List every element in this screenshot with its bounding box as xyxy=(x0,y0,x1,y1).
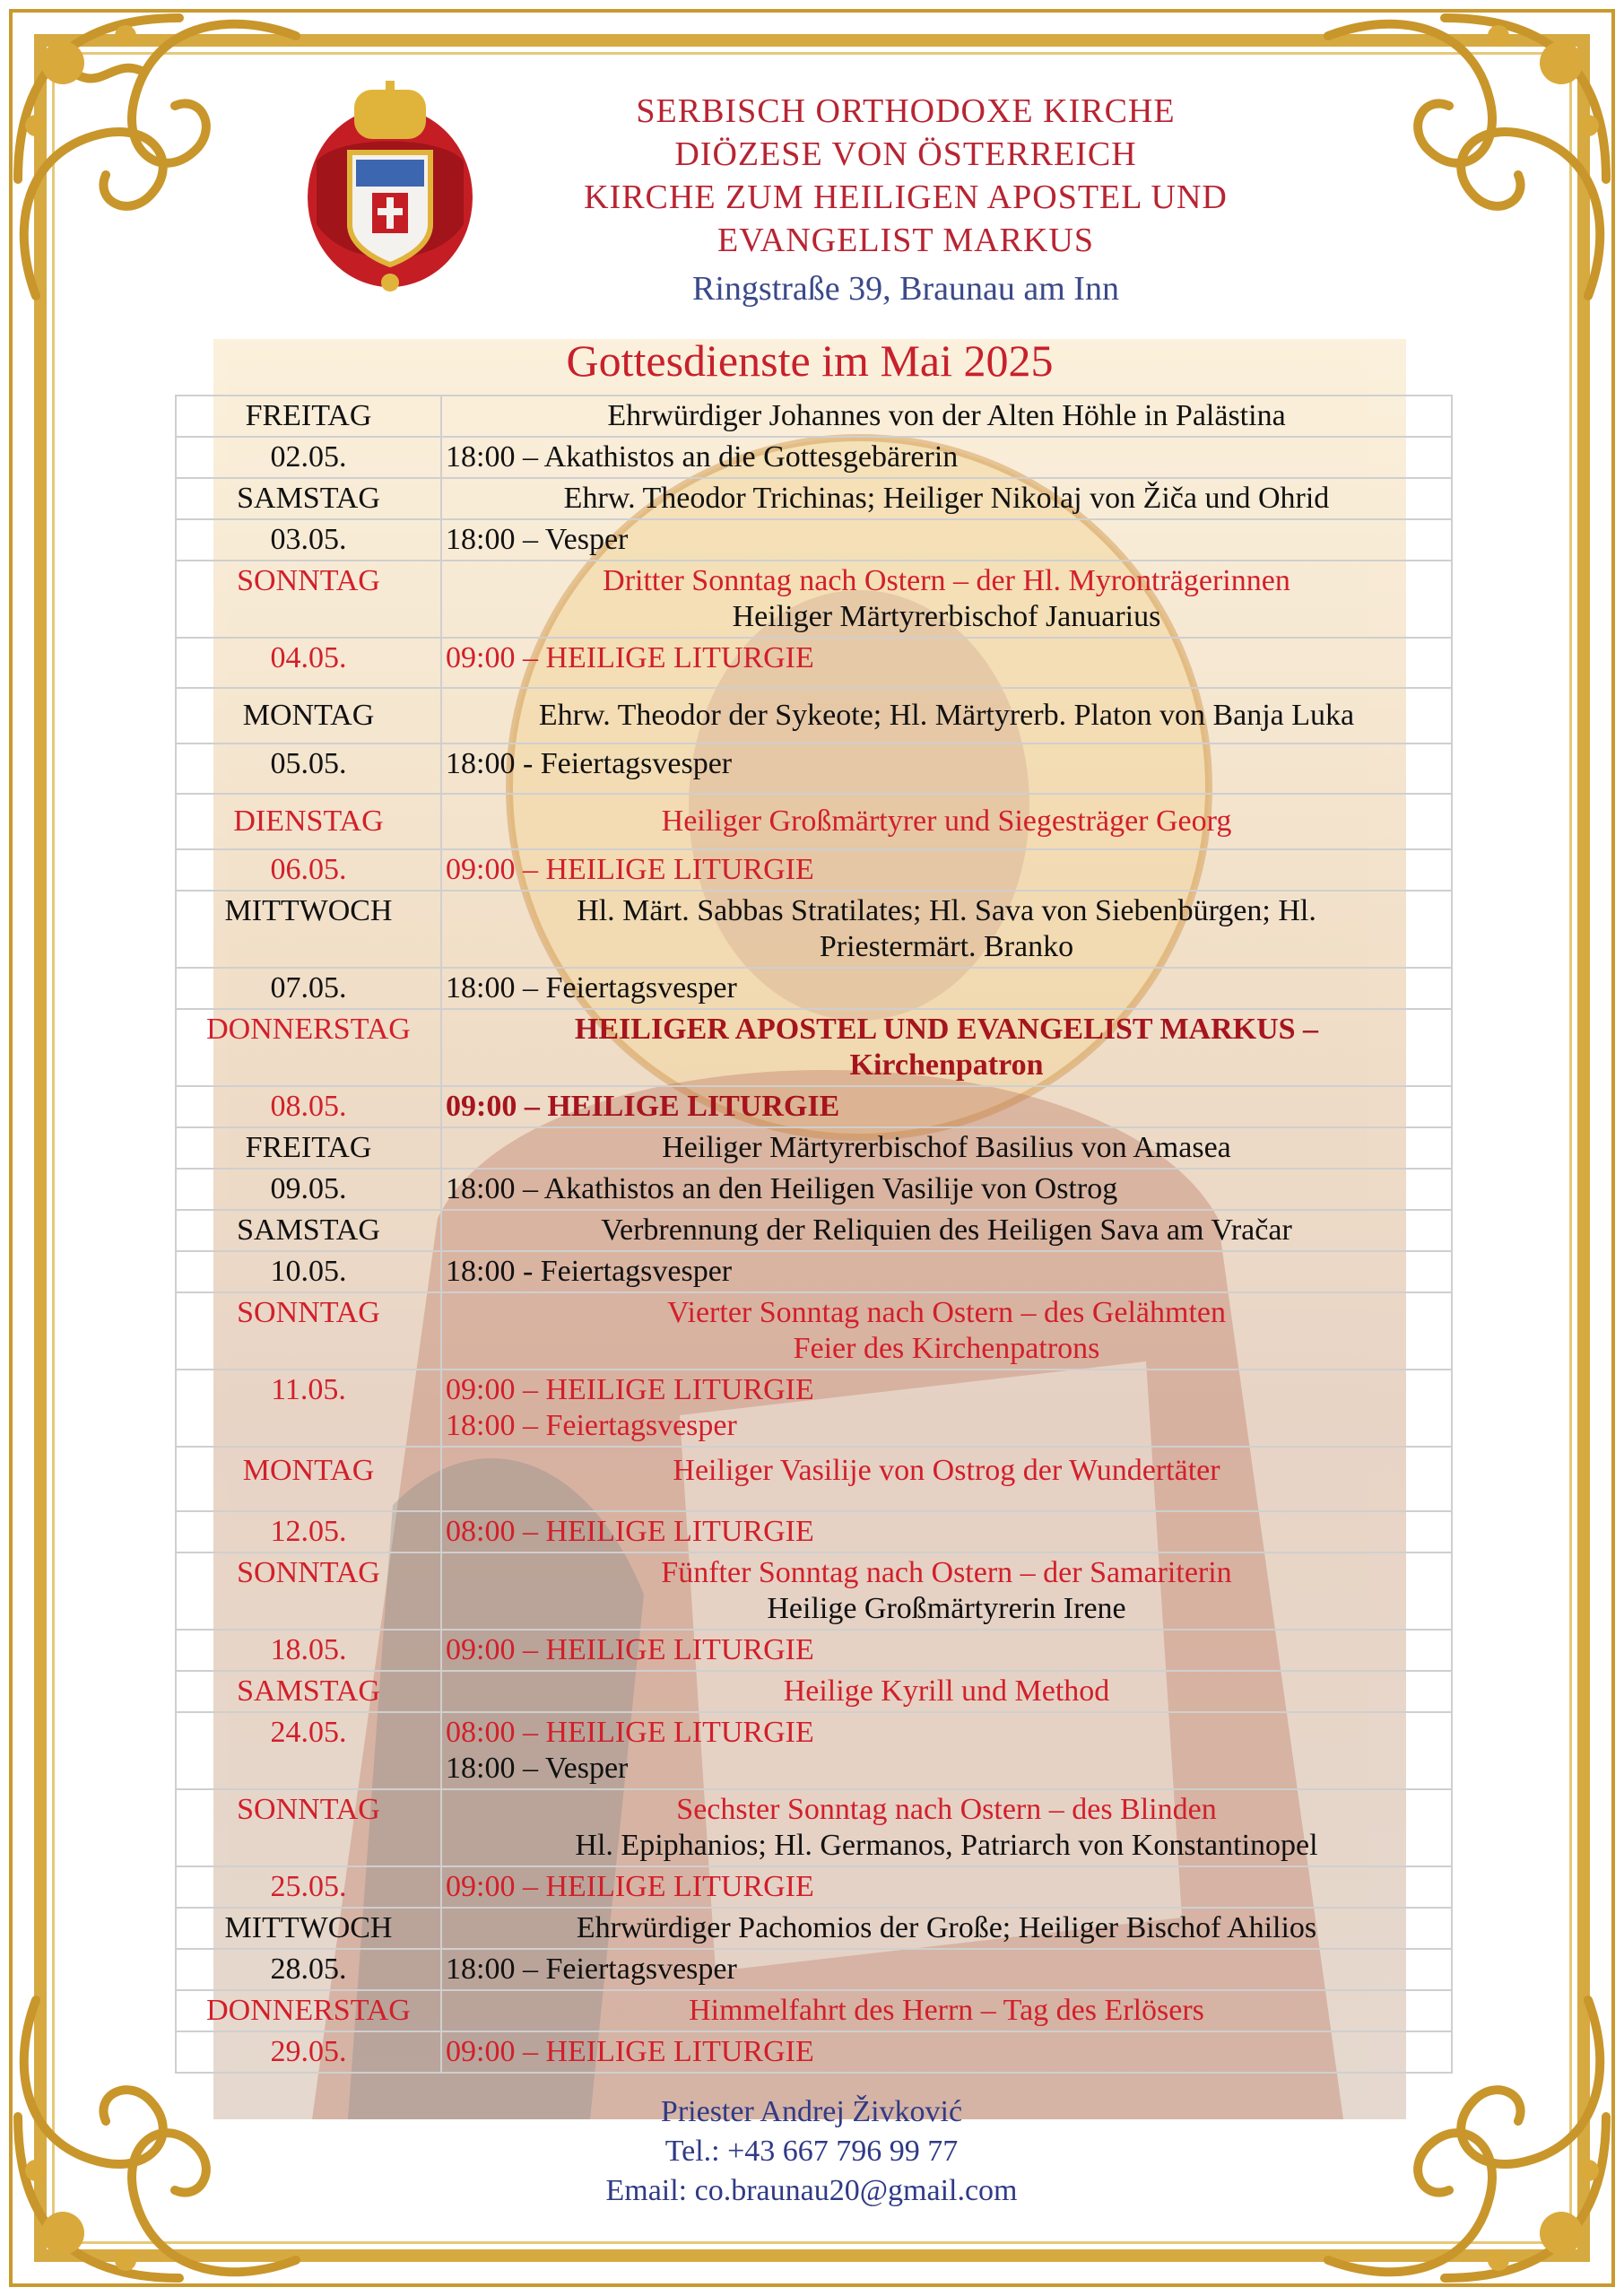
phone-number: Tel.: +43 667 796 99 77 xyxy=(664,2135,959,2168)
event-cell xyxy=(441,561,1452,638)
address: Ringstraße 39, Braunau am Inn xyxy=(692,270,1119,308)
event-cell xyxy=(441,1292,1452,1370)
event-text: Feier des Kirchenpatrons xyxy=(793,1332,1100,1365)
header-line: SERBISCH ORTHODOXE KIRCHE xyxy=(636,92,1176,130)
service-text: 09:00 – HEILIGE LITURGIE xyxy=(446,1870,814,1903)
event-text: Heiliger Märtyrerbischof Januarius xyxy=(732,600,1161,633)
table-row xyxy=(176,794,1452,849)
event-cell xyxy=(441,478,1452,519)
event-text: Kirchenpatron xyxy=(849,1048,1044,1082)
table-row xyxy=(176,1292,1452,1370)
event-cell xyxy=(441,688,1452,744)
service-cell xyxy=(441,849,1452,891)
day-cell: SAMSTAG xyxy=(176,1210,441,1251)
church-header xyxy=(502,90,1309,316)
table-row xyxy=(176,1511,1452,1552)
date-cell: 28.05. xyxy=(176,1949,441,1990)
event-text: Hl. Epiphanios; Hl. Germanos, Patriarch von Konstantinopel xyxy=(575,1829,1318,1862)
date-cell: 05.05. xyxy=(176,744,441,794)
priest-name: Priester Andrej Živković xyxy=(660,2095,963,2128)
table-row xyxy=(176,1127,1452,1169)
service-cell xyxy=(441,1630,1452,1671)
event-text: Ehrwürdiger Pachomios der Große; Heiliger Bischof Ahilios xyxy=(576,1911,1317,1944)
event-cell xyxy=(441,1789,1452,1866)
event-text: Ehrw. Theodor der Sykeote; Hl. Märtyrerb. Platon von Banja Luka xyxy=(538,699,1355,732)
service-cell xyxy=(441,1086,1452,1127)
table-row xyxy=(176,1949,1452,1990)
table-row xyxy=(176,1712,1452,1789)
day-cell: DONNERSTAG xyxy=(176,1009,441,1086)
table-row xyxy=(176,437,1452,478)
event-text: Heilige Kyrill und Method xyxy=(783,1674,1110,1708)
service-text: 18:00 - Feiertagsvesper xyxy=(446,747,733,780)
day-cell: MITTWOCH xyxy=(176,891,441,968)
table-row xyxy=(176,1169,1452,1210)
service-cell xyxy=(441,968,1452,1009)
event-text: Priestermärt. Branko xyxy=(819,930,1074,963)
service-text: 18:00 – Akathistos an den Heiligen Vasilije von Ostrog xyxy=(446,1172,1118,1205)
service-cell xyxy=(441,1949,1452,1990)
day-cell: SONNTAG xyxy=(176,1292,441,1370)
event-cell xyxy=(441,891,1452,968)
service-text: 18:00 – Vesper xyxy=(446,523,629,556)
event-text: Sechster Sonntag nach Ostern – des Blinden xyxy=(676,1793,1217,1826)
table-row xyxy=(176,1251,1452,1292)
service-cell xyxy=(441,1511,1452,1552)
service-text: 18:00 – Feiertagsvesper xyxy=(446,971,737,1004)
service-cell xyxy=(441,2031,1452,2073)
service-text: 18:00 – Feiertagsvesper xyxy=(446,1952,737,1986)
day-cell: SONNTAG xyxy=(176,1552,441,1630)
date-cell: 09.05. xyxy=(176,1169,441,1210)
coat-of-arms-icon xyxy=(300,81,480,296)
event-text: Dritter Sonntag nach Ostern – der Hl. Myronträgerinnen xyxy=(603,564,1290,597)
table-row xyxy=(176,1086,1452,1127)
event-text: Fünfter Sonntag nach Ostern – der Samariterin xyxy=(661,1556,1232,1589)
event-text: Heiliger Märtyrerbischof Basilius von Amasea xyxy=(662,1131,1231,1164)
date-cell: 11.05. xyxy=(176,1370,441,1447)
day-cell: MONTAG xyxy=(176,688,441,744)
table-row xyxy=(176,1990,1452,2031)
table-row xyxy=(176,1552,1452,1630)
day-cell: SAMSTAG xyxy=(176,1671,441,1712)
schedule-table xyxy=(175,395,1453,2074)
date-cell: 08.05. xyxy=(176,1086,441,1127)
service-text: 18:00 – Akathistos an die Gottesgebärerin xyxy=(446,440,959,474)
day-cell: SONNTAG xyxy=(176,1789,441,1866)
date-cell: 25.05. xyxy=(176,1866,441,1908)
date-cell: 04.05. xyxy=(176,638,441,688)
service-cell xyxy=(441,638,1452,688)
event-cell xyxy=(441,1671,1452,1712)
date-cell: 06.05. xyxy=(176,849,441,891)
event-text: Heilige Großmärtyrerin Irene xyxy=(767,1592,1126,1625)
service-text: 09:00 – HEILIGE LITURGIE xyxy=(446,2035,814,2068)
service-text: 09:00 – HEILIGE LITURGIE xyxy=(446,1633,814,1666)
header-line: DIÖZESE VON ÖSTERREICH xyxy=(674,135,1137,173)
table-row xyxy=(176,744,1452,794)
service-cell xyxy=(441,1251,1452,1292)
day-cell: SONNTAG xyxy=(176,561,441,638)
table-row xyxy=(176,1009,1452,1086)
event-cell xyxy=(441,1127,1452,1169)
service-cell xyxy=(441,437,1452,478)
table-row xyxy=(176,1210,1452,1251)
event-cell xyxy=(441,1552,1452,1630)
service-text: 09:00 – HEILIGE LITURGIE xyxy=(446,1373,814,1406)
event-text: HEILIGER APOSTEL UND EVANGELIST MARKUS – xyxy=(574,1013,1319,1046)
date-cell: 12.05. xyxy=(176,1511,441,1552)
day-cell: SAMSTAG xyxy=(176,478,441,519)
email-address: Email: co.braunau20@gmail.com xyxy=(605,2174,1018,2207)
table-row xyxy=(176,1789,1452,1866)
service-cell xyxy=(441,1866,1452,1908)
table-row xyxy=(176,1630,1452,1671)
event-cell xyxy=(441,1447,1452,1511)
table-row xyxy=(176,561,1452,638)
day-cell: MONTAG xyxy=(176,1447,441,1511)
day-cell: DONNERSTAG xyxy=(176,1990,441,2031)
header-line: EVANGELIST MARKUS xyxy=(717,222,1094,259)
header-line: KIRCHE ZUM HEILIGEN APOSTEL UND xyxy=(584,178,1228,216)
service-text: 09:00 – HEILIGE LITURGIE xyxy=(446,853,814,886)
event-cell xyxy=(441,396,1452,437)
table-row xyxy=(176,519,1452,561)
date-cell: 29.05. xyxy=(176,2031,441,2073)
event-cell xyxy=(441,1990,1452,2031)
service-cell xyxy=(441,744,1452,794)
service-text: 08:00 – HEILIGE LITURGIE xyxy=(446,1515,814,1548)
table-row xyxy=(176,1866,1452,1908)
event-cell xyxy=(441,1009,1452,1086)
event-cell xyxy=(441,1210,1452,1251)
event-text: Heiliger Vasilije von Ostrog der Wundertäter xyxy=(673,1454,1220,1487)
service-text: 09:00 – HEILIGE LITURGIE xyxy=(446,641,814,674)
service-text: 09:00 – HEILIGE LITURGIE xyxy=(446,1090,840,1123)
date-cell: 24.05. xyxy=(176,1712,441,1789)
table-row xyxy=(176,1908,1452,1949)
table-row xyxy=(176,688,1452,744)
service-cell xyxy=(441,1712,1452,1789)
table-row xyxy=(176,1370,1452,1447)
service-text: 18:00 - Feiertagsvesper xyxy=(446,1255,733,1288)
table-row xyxy=(176,968,1452,1009)
date-cell: 03.05. xyxy=(176,519,441,561)
table-row xyxy=(176,638,1452,688)
table-row xyxy=(176,891,1452,968)
event-text: Ehrw. Theodor Trichinas; Heiliger Nikolaj von Žiča und Ohrid xyxy=(563,482,1330,515)
event-cell xyxy=(441,1908,1452,1949)
event-text: Hl. Märt. Sabbas Stratilates; Hl. Sava von Siebenbürgen; Hl. xyxy=(577,894,1316,927)
corner-ornament-icon xyxy=(1301,0,1624,323)
service-text: 08:00 – HEILIGE LITURGIE xyxy=(446,1716,814,1749)
date-cell: 07.05. xyxy=(176,968,441,1009)
service-cell xyxy=(441,519,1452,561)
day-cell: FREITAG xyxy=(176,396,441,437)
corner-ornament-icon xyxy=(0,0,323,323)
day-cell: MITTWOCH xyxy=(176,1908,441,1949)
table-row xyxy=(176,1671,1452,1712)
event-cell xyxy=(441,794,1452,849)
service-text: 18:00 – Feiertagsvesper xyxy=(446,1409,737,1442)
service-text: 18:00 – Vesper xyxy=(446,1752,629,1785)
table-row xyxy=(176,478,1452,519)
table-row xyxy=(176,396,1452,437)
event-text: Himmelfahrt des Herrn – Tag des Erlösers xyxy=(689,1994,1204,2027)
date-cell: 10.05. xyxy=(176,1251,441,1292)
table-row xyxy=(176,849,1452,891)
table-row xyxy=(176,1447,1452,1511)
page-title: Gottesdienste im Mai 2025 xyxy=(566,335,1054,386)
day-cell: DIENSTAG xyxy=(176,794,441,849)
service-cell xyxy=(441,1370,1452,1447)
contact-footer xyxy=(404,2092,1220,2211)
date-cell: 02.05. xyxy=(176,437,441,478)
service-cell xyxy=(441,1169,1452,1210)
event-text: Vierter Sonntag nach Ostern – des Gelähmten xyxy=(667,1296,1226,1329)
event-text: Ehrwürdiger Johannes von der Alten Höhle in Palästina xyxy=(607,399,1286,432)
day-cell: FREITAG xyxy=(176,1127,441,1169)
table-row xyxy=(176,2031,1452,2073)
event-text: Heiliger Großmärtyrer und Siegesträger Georg xyxy=(661,804,1232,838)
event-text: Verbrennung der Reliquien des Heiligen Sava am Vračar xyxy=(601,1213,1292,1247)
date-cell: 18.05. xyxy=(176,1630,441,1671)
